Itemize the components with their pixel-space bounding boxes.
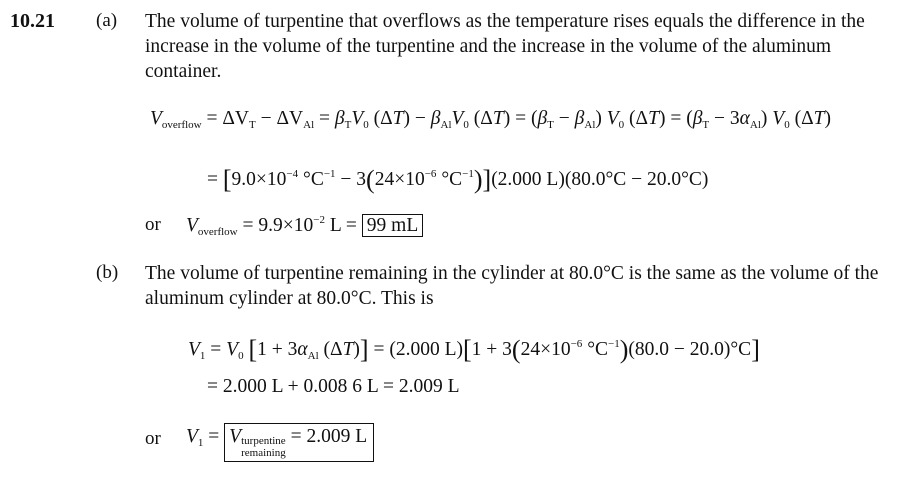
part-a-label: (a)	[96, 10, 118, 31]
part-b-equation-2: = 2.000 L + 0.008 6 L = 2.009 L	[207, 376, 460, 397]
part-a-text: The volume of turpentine that overflows as the temperature rises equals the difference in the increase in the volume of the turpentine and the increase in the volume of the aluminum container.	[145, 11, 865, 82]
result-sub-top: turpentine	[241, 435, 286, 447]
part-a-equation-1: $V_{overflow} = \Delta V_T - \Delta V_{Al} = \beta_TV_0$ $(\Delta T) - \beta_{Al}V_0$ $(\Delta T) = (\beta_T - \beta_{Al})$ $V_0$ $(\Delta T) = (\beta_T - 3\alpha_{Al})$ $V_0$ (ΔT)	[150, 108, 831, 131]
part-b-result-box: V turpentine remaining = 2.009 L	[224, 423, 374, 462]
part-a-result-box: 99 mL	[362, 214, 423, 237]
part-b-result-value: = 2.009 L	[290, 426, 368, 447]
part-b-equation-3: $V_1 = V$ turpentine remaining = 2.009 L	[186, 423, 374, 462]
part-b-label: (b)	[96, 262, 119, 283]
part-a-equation-3: $V_{overflow} = 9.9\times 10^{-2}$ L = 99 mL	[186, 214, 423, 238]
part-a-equation-2: = [$9.0\times 10^{-4}$ $^\circ C^{-1} - 3(24\times 10^{-6}$ $^\circ C^{-1})](2.000$ L)(80.0°C − 20.0°C)	[207, 165, 709, 194]
part-a-or: or	[145, 214, 161, 235]
part-b-text: The volume of turpentine remaining in the cylinder at 80.0°C is the same as the volume of the aluminum cylinder at 80.0°C. This is	[145, 263, 879, 309]
result-sub-bottom: remaining	[241, 447, 286, 459]
part-b-or: or	[145, 428, 161, 449]
problem-number: 10.21	[10, 10, 55, 32]
part-b-equation-1: $V_1 = V_0$ [$1 + 3\alpha_{Al}$ (ΔT)] = (2.000 $L)[1 + 3(24\times 10^{-6}$ $^\circ C^{-1})(80.0 - 20.0)^\circ C$]	[188, 335, 760, 364]
